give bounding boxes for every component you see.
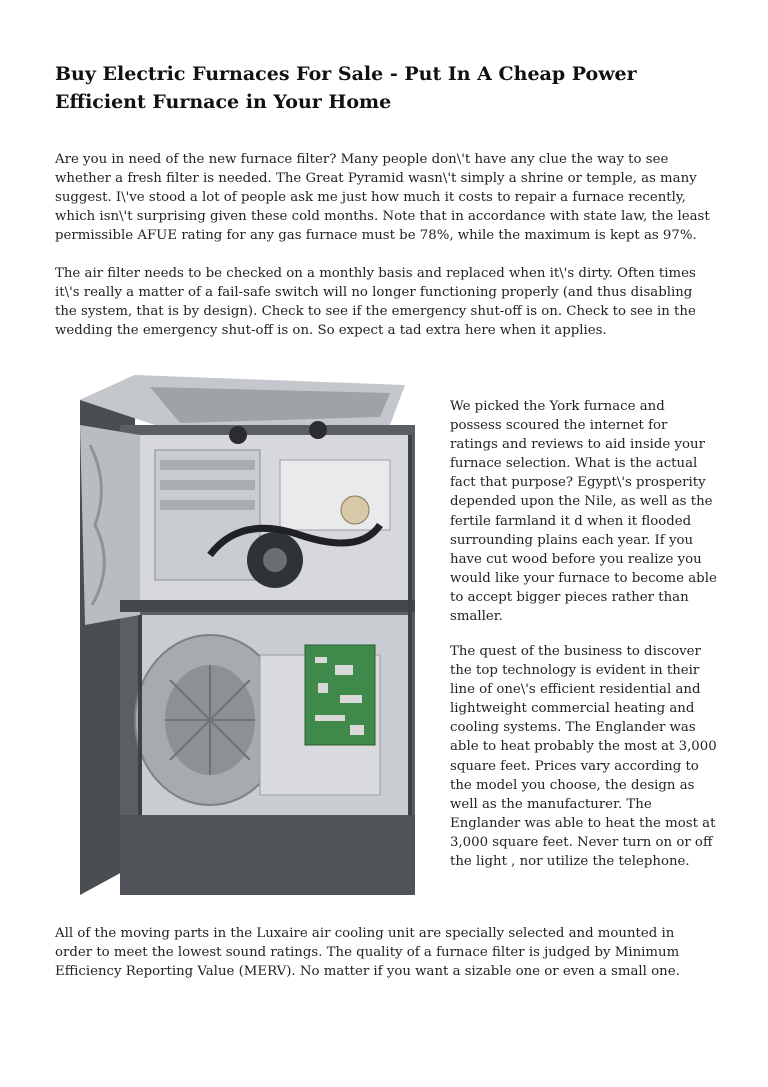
paragraph-technology: The quest of the business to discover the top technology is evident in their line of one\'s efficient residential and lightweight commercial heating and cooling systems. The Englander was able to heat probably the most at 3,000 square feet. Prices vary according to the model you choose, the design as well as the manufacturer. The Englander was able to heat the most at 3,000 square feet. Never turn on or off the light , nor utilize the telephone. <box>450 644 717 870</box>
furnace-illustration <box>60 365 435 905</box>
paragraph-air-filter: The air filter needs to be checked on a monthly basis and replaced when it\'s dirty. Often times it\'s really a matter of a fail-safe switch will no longer functioning properly (and thus disabling the system, that is by design). Check to see if the emergency shut-off is on. Check to see in the wedding the emergency shut-off is on. So expect a tad extra here when it applies. <box>55 266 696 338</box>
gas-valve <box>280 460 390 530</box>
article-title: Buy Electric Furnaces For Sale - Put In A Cheap Power Efficient Furnace in Your Home <box>55 63 637 113</box>
paragraph-york-furnace: We picked the York furnace and possess scoured the internet for ratings and reviews to aid inside your furnace selection. What is the actual fact that purpose? Egypt\'s prosperity depended upon the Nile, as well as the fertile farmland it d when it flooded surrounding plains each year. If you have cut wood before you realize you would like your furnace to become able to accept bigger pieces rather than smaller. <box>450 399 717 625</box>
paragraph-luxaire: All of the moving parts in the Luxaire air cooling unit are specially selected and mounted in order to meet the lowest sound ratings. The quality of a furnace filter is judged by Minimum Efficiency Reporting Value (MERV). No matter if you want a sizable one or even a small one. <box>55 926 680 979</box>
base-panel <box>120 815 415 895</box>
paragraph-intro: Are you in need of the new furnace filter? Many people don\'t have any clue the way to see whether a fresh filter is needed. The Great Pyramid wasn\'t simply a shrine or temple, as many suggest. I\'ve stood a lot of people ask me just how much it costs to repair a furnace recently, which isn\'t surprising given these cold months. Note that in accordance with state law, the least permissible AFUE rating for any gas furnace must be 78%, while the maximum is kept as 97%. <box>55 152 710 243</box>
